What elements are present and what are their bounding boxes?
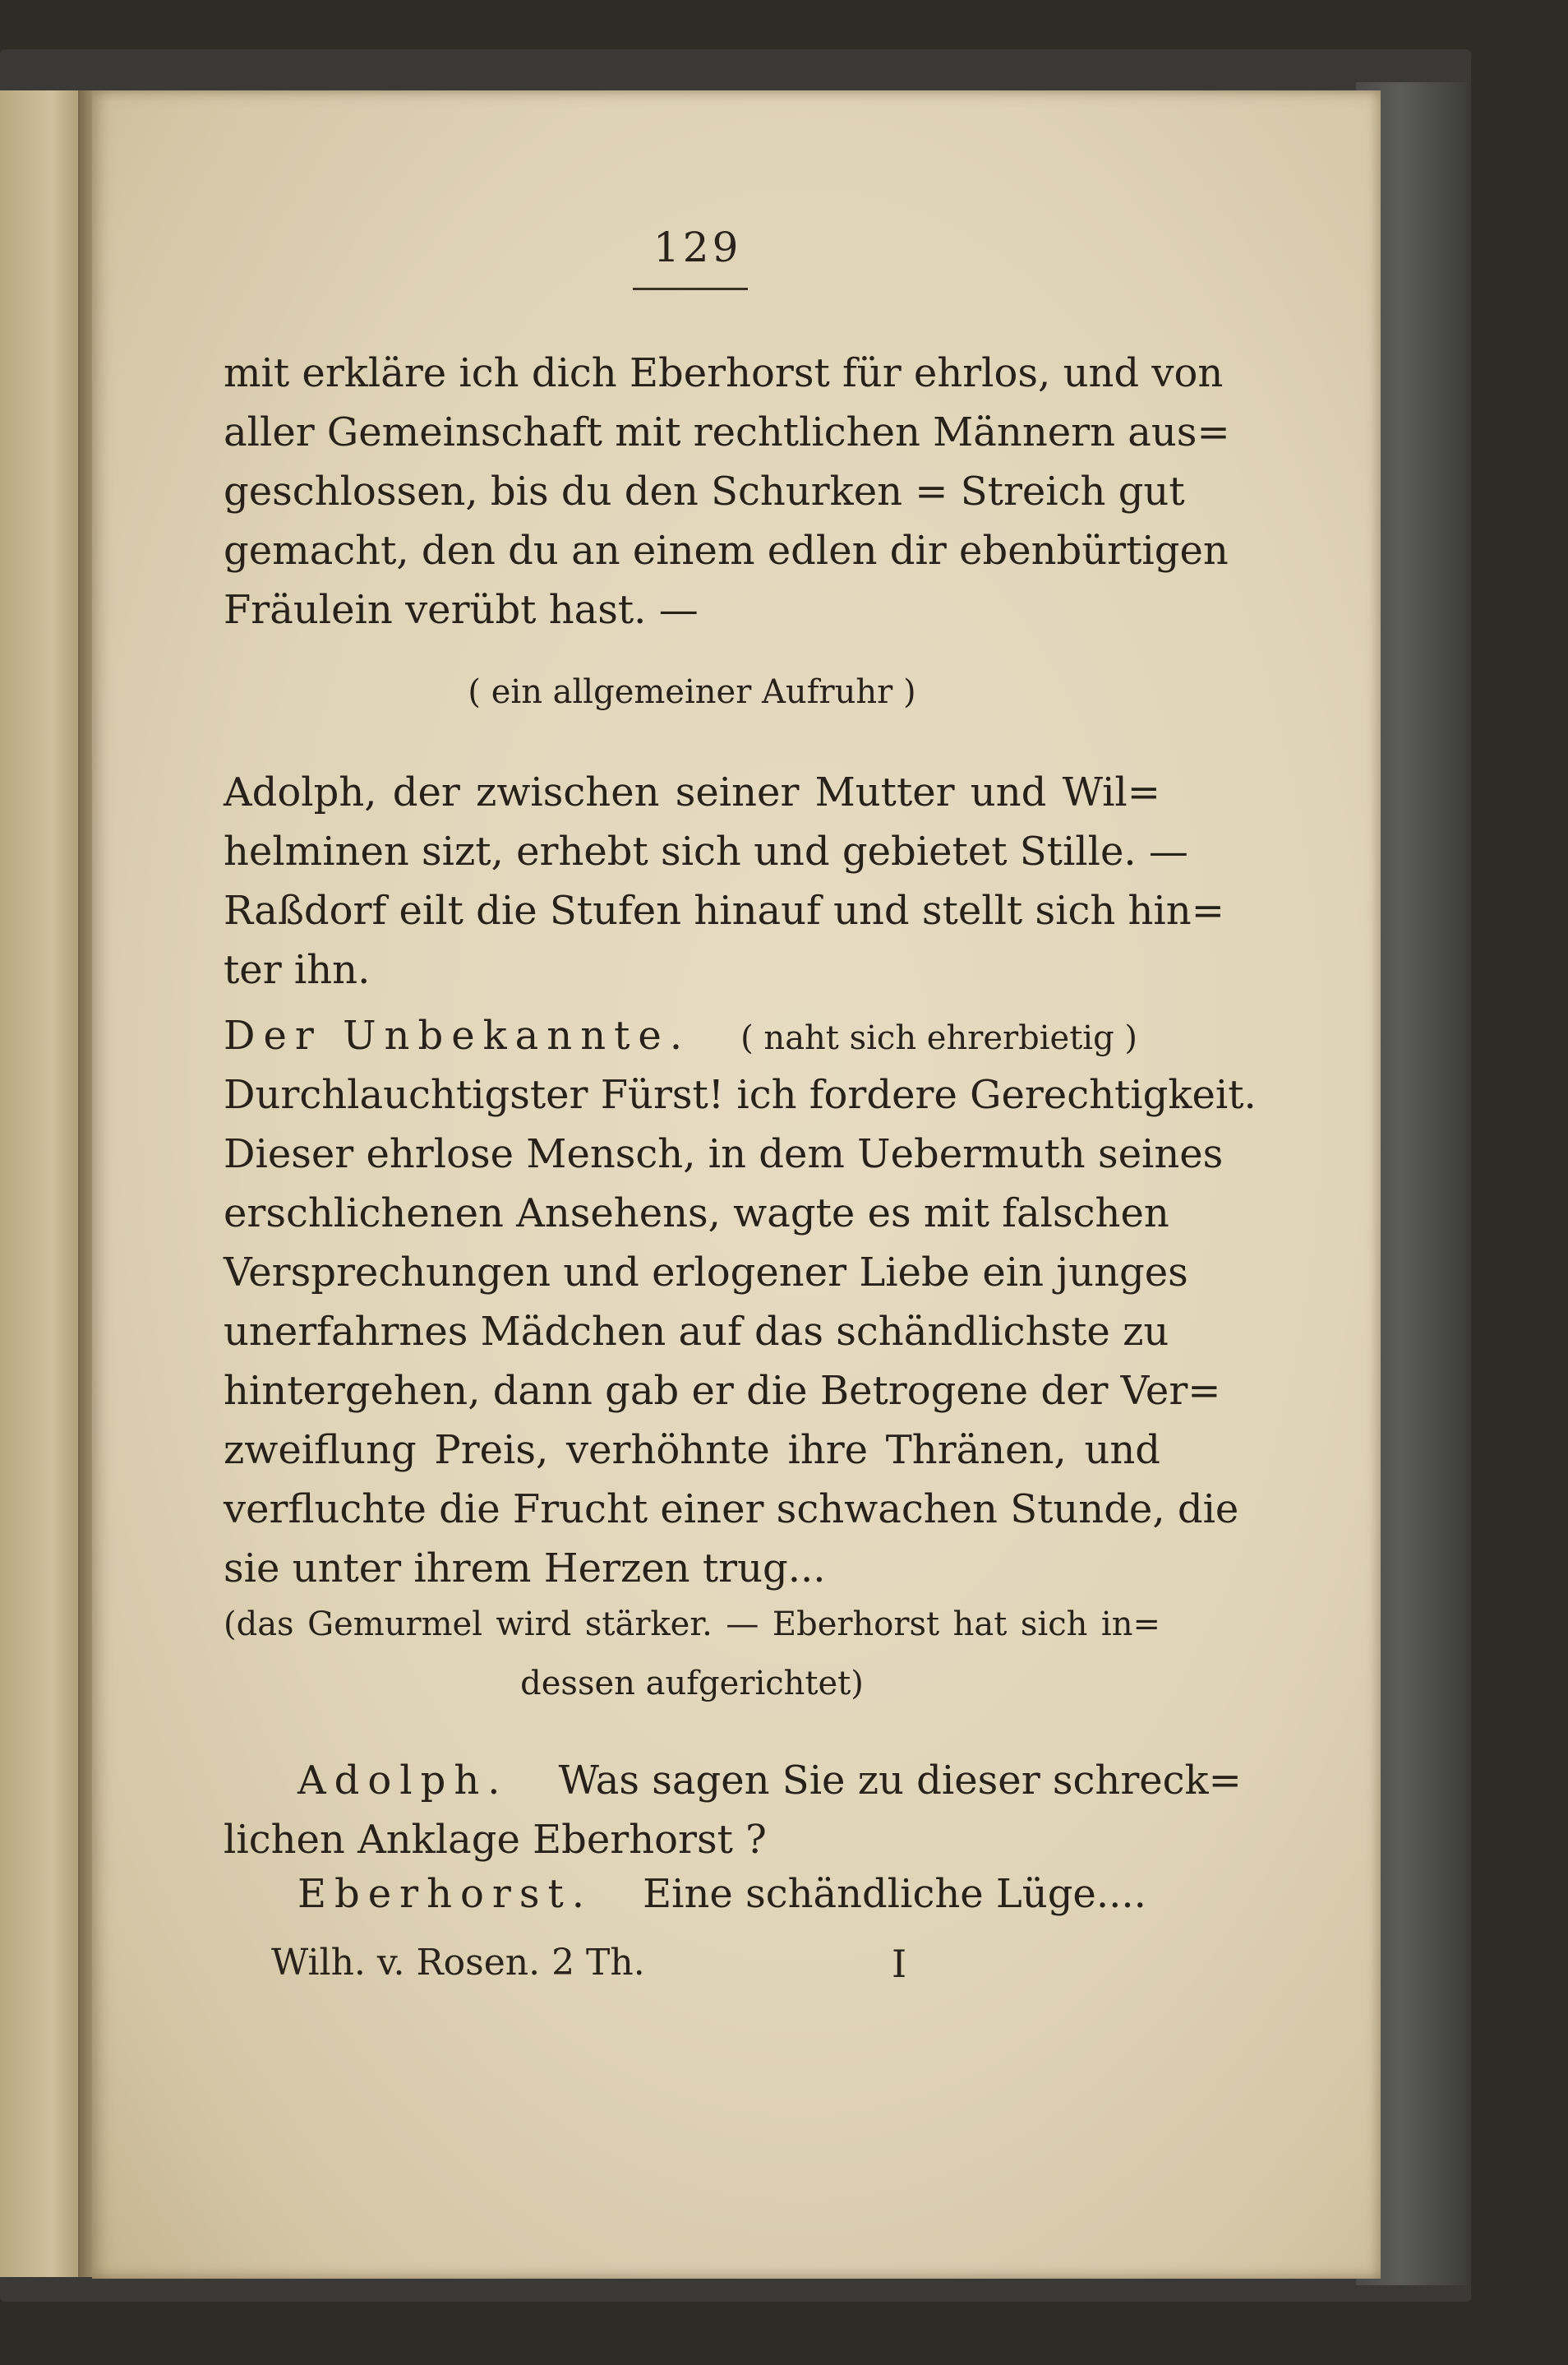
text-line: mit erkläre ich dich Eberhorst für ehrlos, und von bbox=[224, 350, 1224, 396]
speaker-line bbox=[224, 1751, 1242, 1810]
stage-direction-text: dessen aufgerichtet) bbox=[520, 1665, 864, 1702]
text-line: lichen Anklage Eberhorst ? bbox=[224, 1817, 767, 1863]
text-line: Versprechungen und erlogener Liebe ein junges bbox=[224, 1249, 1188, 1296]
text-line: zweiflung Preis, verhöhnte ihre Thränen, und bbox=[224, 1427, 1160, 1473]
stage-direction-text: ( ein allgemeiner Aufruhr ) bbox=[468, 673, 916, 711]
text-line: hintergehen, dann gab er die Betrogene der Ver= bbox=[224, 1368, 1221, 1414]
text-line: aller Gemeinschaft mit rechtlichen Männern aus= bbox=[224, 409, 1230, 455]
text-line: verfluchte die Frucht einer schwachen Stunde, die bbox=[224, 1486, 1239, 1532]
text-line: geschlossen, bis du den Schurken = Streich gut bbox=[224, 469, 1185, 515]
left-facing-page bbox=[0, 90, 86, 2277]
page-number: 129 bbox=[653, 224, 742, 271]
speaker-line bbox=[224, 1006, 1160, 1065]
text-line: Adolph, der zwischen seiner Mutter und Wil= bbox=[224, 769, 1160, 815]
speech-text: Eine schändliche Lüge.... bbox=[643, 1871, 1146, 1917]
text-line: Dieser ehrlose Mensch, in dem Uebermuth seines bbox=[224, 1131, 1224, 1177]
paragraph-1 bbox=[224, 344, 1230, 640]
text-line: erschlichenen Ansehens, wagte es mit falschen bbox=[224, 1190, 1169, 1236]
page-number-rule bbox=[633, 288, 748, 290]
text-line: Durchlauchtigster Fürst! ich fordere Gerechtigkeit. bbox=[224, 1072, 1257, 1118]
text-line: helminen sizt, erhebt sich und gebietet Stille. — bbox=[224, 829, 1188, 875]
text-line: Fräulein verübt hast. — bbox=[224, 587, 699, 633]
speaker-name: Der Unbekannte. bbox=[224, 1013, 691, 1059]
text-line: sie unter ihrem Herzen trug... bbox=[224, 1545, 826, 1591]
text-line: Raßdorf eilt die Stufen hinauf und stellt sich hin= bbox=[224, 888, 1224, 934]
text-line: ter ihn. bbox=[224, 947, 371, 993]
speaker-name: Eberhorst. bbox=[297, 1871, 593, 1917]
stage-direction-inline: ( naht sich ehrerbietig ) bbox=[740, 1019, 1137, 1057]
speech-unbekannte bbox=[224, 1006, 1257, 1598]
speech-eberhorst bbox=[297, 1864, 1160, 1924]
text-line: unerfahrnes Mädchen auf das schändlichste zu bbox=[224, 1309, 1169, 1355]
signature-line: Wilh. v. Rosen. 2 Th. bbox=[271, 1942, 645, 1984]
stage-direction-text: (das Gemurmel wird stärker. — Eberhorst hat sich in= bbox=[224, 1605, 1160, 1643]
stage-direction-2 bbox=[224, 1595, 1160, 1713]
signature-mark: I bbox=[892, 1942, 907, 1986]
stage-direction-1 bbox=[224, 663, 1160, 722]
text-line: gemacht, den du an einem edlen dir ebenbürtigen bbox=[224, 528, 1229, 574]
speech-adolph bbox=[224, 1751, 1242, 1869]
speaker-name: Adolph. bbox=[297, 1758, 509, 1804]
speech-text: Was sagen Sie zu dieser schreck= bbox=[558, 1758, 1242, 1804]
speaker-line bbox=[297, 1864, 1160, 1924]
paragraph-3 bbox=[224, 763, 1224, 1000]
